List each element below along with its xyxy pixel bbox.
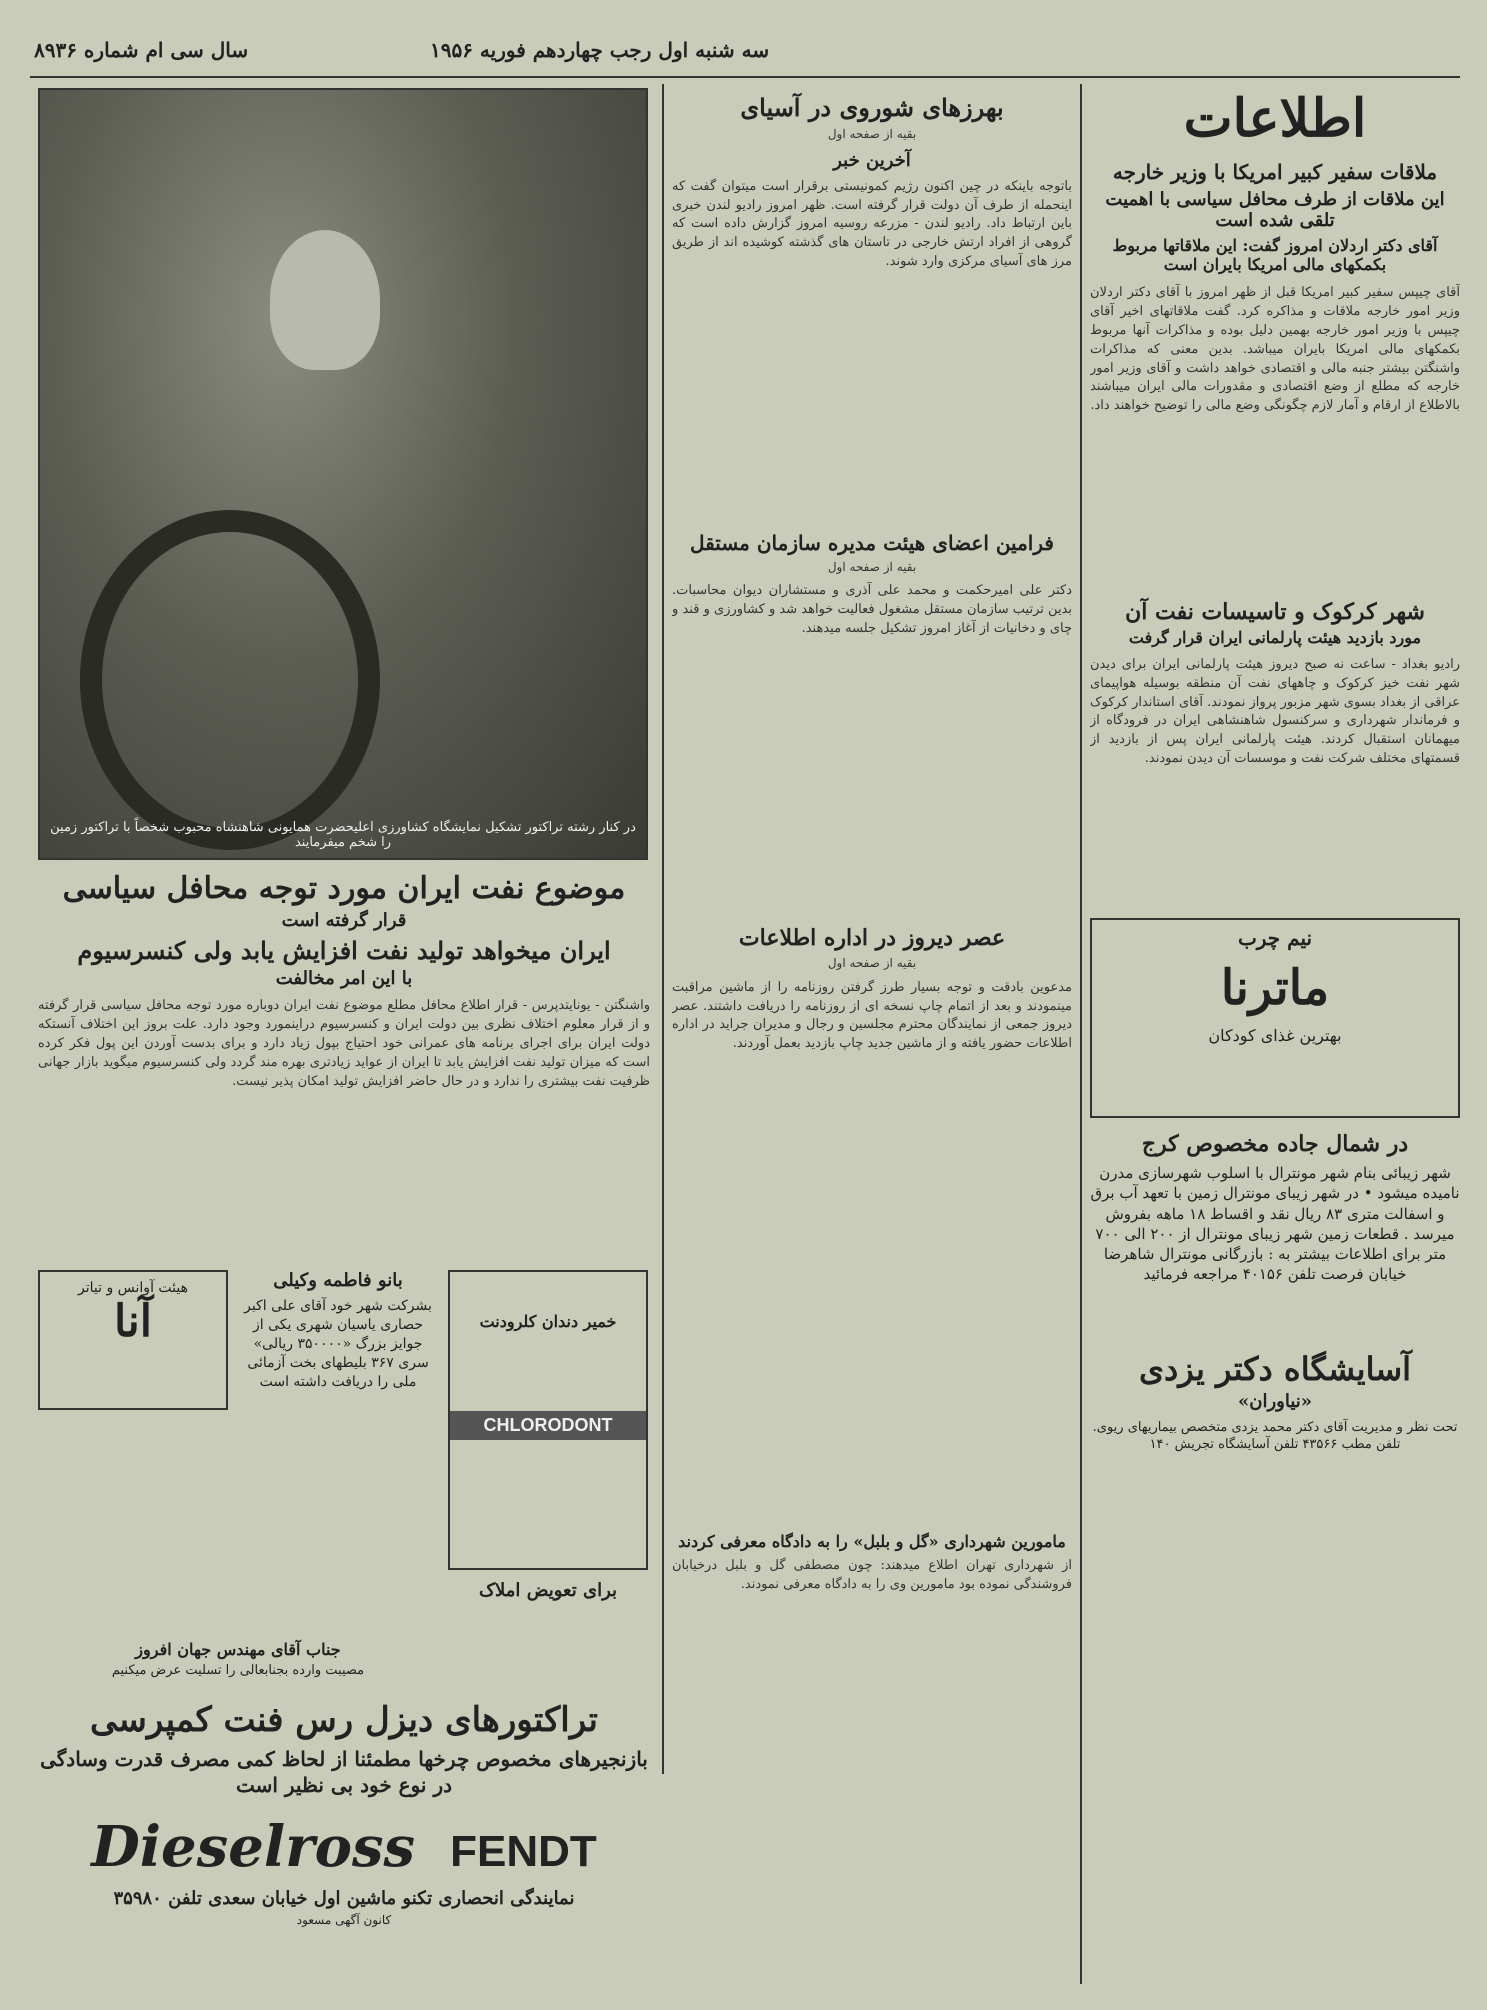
headline-decrees: فرامین اعضای هیئت مدیره سازمان مستقل bbox=[690, 530, 1054, 555]
ad-sanatorium-sub: «نیاوران» bbox=[1237, 1390, 1313, 1412]
column-rule-2 bbox=[662, 84, 664, 1774]
headline-oil-3: با این امر مخالفت bbox=[275, 967, 413, 989]
ad-lottery-body: بشرکت شهر خود آقای علی اکبر حصاری یاسیان شهری یکی از جوایز بزرگ «۳۵۰۰۰۰ ریالی» سری ۳۶۷ بلیطهای بخت آزمائی ملی را دریافت داشته است bbox=[244, 1298, 432, 1390]
ad-fendt-agency: کانون آگهی مسعود bbox=[296, 1913, 392, 1927]
ad-montreal-title: در شمال جاده مخصوص کرج bbox=[1141, 1130, 1409, 1157]
ad-materna-slogan: بهترین غذای کودکان bbox=[1208, 1025, 1342, 1045]
middle-column bbox=[672, 84, 1072, 1595]
ad-chlorodont bbox=[448, 1270, 648, 1570]
issue-number: سال سی ام شماره ۸۹۳۶ bbox=[34, 38, 249, 62]
masthead: اطلاعات bbox=[1183, 88, 1367, 149]
continued-note-2: بقیه از صفحه اول bbox=[827, 559, 917, 574]
ad-montreal-body: شهر زیبائی بنام شهر مونترال با اسلوب شهرسازی مدرن نامیده میشود • در شهر زیبای مونترال زمین با تعهد آب برق و اسفالت متری ۸۳ ریال نقد و اقساط ۱۸ ماهه بفروش میرسد . قطعات زمین شهر زیبای مونترال از ۲۰۰ الی ۷۰۰ متر برای اطلاعات بیشتر به : بازرگانی مونترال شاهرضا خیابان فرصت تلفن ۴۰۱۵۶ مراجعه فرمائید bbox=[1090, 1164, 1460, 1284]
headline-oil-b: قرار گرفته است bbox=[281, 909, 407, 931]
headline-latest-news: آخرین خبر bbox=[833, 149, 911, 171]
headline-soviet: بهرزهای شوروی در آسیای bbox=[740, 93, 1004, 122]
ad-ana bbox=[38, 1270, 228, 1410]
article-kirkuk: رادیو بغداد - ساعت نه صبح دیروز هیئت پارلمانی ایران برای دیدن شهر نفت خیز کرکوک و چاههای نفت آن منطقه بوسیله هواپیمای عراقی از بغداد بسوی شهر مزبور پرواز نمودند. آقای استاندار کرکوک و فرماندار شهرداری و سرکنسول شاهنشاهی ایران در فرودگاه از میهمانان استقبال کردند. هیئت پارلمانی ایران پس از بازدید از قسمتهای مختلف شرکت نفت و موسسات آن دیدن نمودند. bbox=[1090, 656, 1460, 767]
ad-condolence bbox=[38, 1640, 438, 1678]
article-ambassador: آقای چیپس سفیر کبیر امریکا قبل از ظهر امروز با آقای دکتر اردلان وزیر امور خارجه ملاقات و مذاکره کرد. گفت ملاقاتهای اخیر آقای چیپس با وزیر امور خارجه بهمین دلیل بوده و مذاکرات آنها مربوط بکمکهای مالی امریکا بایران میباشد. بدین معنی که مذاکرات واشنگتن بیشتر جنبه مالی و اقتصادی خواهد داشت و آقای وزیر امور خارجه که مطلع از وضع اقتصادی و مقدورات مالی ایران میباشند بالاطلاع از ارقام و آمار لازم چگونگی وضع مالی را توضیح خواهند داد. bbox=[1090, 285, 1460, 414]
continued-note-3: بقیه از صفحه اول bbox=[827, 956, 917, 971]
headline-oil: موضوع نفت ایران مورد توجه محافل سیاسی bbox=[62, 871, 626, 906]
ad-fendt-body: بازنجیرهای مخصوص چرخها مطمئنا از لحاظ کمی مصرف قدرت وسادگی در نوع خود بی نظیر است bbox=[40, 1747, 648, 1797]
column-rule-1 bbox=[1080, 84, 1082, 1984]
ad-fendt-logo: FENDT bbox=[450, 1827, 597, 1876]
ad-property-title: برای تعویض املاک bbox=[478, 1580, 618, 1601]
page-header bbox=[30, 30, 1460, 78]
headline-ettelaat-visit: عصر دیروز در اداره اطلاعات bbox=[738, 925, 1006, 952]
ad-lottery bbox=[238, 1270, 438, 1690]
headline-ardalan: آقای دکتر اردلان امروز گفت: این ملاقاتها مربوط بکمکهای مالی امریکا بایران است bbox=[1112, 236, 1438, 274]
article-gol-bolbol: از شهرداری تهران اطلاع میدهند: چون مصطفی گل و بلبل درخیابان فروشندگی نموده بود مامورین وی را به دادگاه معرفی نمودند. bbox=[672, 1558, 1072, 1592]
ad-sanatorium-title: آسایشگاه دکتر یزدی bbox=[1138, 1350, 1412, 1389]
shah-tractor-photo bbox=[38, 88, 648, 860]
newspaper-page bbox=[30, 30, 1460, 1990]
article-oil: واشنگتن - یونایتدپرس - قرار اطلاع محافل مطلع موضوع نفت ایران دوباره مورد توجه محافل سیاسی قرار گرفته و از قرار معلوم اختلاف نظری بین دولت ایران و کنسرسیوم دراینمورد وجود دارد. علت بروز این اختلاف آنستکه دولت ایران برای اجرای برنامه های عمرانی خود احتیاج بپول زیاد دارد و برای بدست آوردن این پول فکر کرده است که میزان تولید نفت افزایش یابد تا ایران از عواید زیادتری بهره مند گردد ولی کنسرسیوم میگوید بازار جهانی ظرفیت نفت بیشتری را ندارد و در حال حاضر افزایش تولید امکان پذیر نیست. bbox=[38, 998, 650, 1089]
right-column bbox=[1090, 84, 1460, 1454]
ad-ana-brand: آنا bbox=[114, 1296, 152, 1347]
ad-fendt-dealer: نمایندگی انحصاری تکنو ماشین اول خیابان سعدی تلفن ۳۵۹۸۰ bbox=[113, 1888, 575, 1909]
continued-note-1: بقیه از صفحه اول bbox=[827, 126, 917, 141]
article-soviet: باتوجه باینکه در چین اکنون رژیم کمونیستی برقرار است میتوان گفت که اینحمله از طرف آن دولت قرار گرفته است. ظهر امروز رادیو لندن خبری باین ارتباط داد. رادیو لندن - مزرعه روسیه امروز گزارش داده است که گروهی از افراد ارتش خارجی در تاستان های گذشته کوشیده اند از طریق مرز های آسیای مرکزی وارد شوند. bbox=[672, 178, 1072, 270]
article-ettelaat-visit: مدعوین بادقت و توجه بسیار طرز گرفتن روزنامه را از ماشین مراقبت مینمودند و بعد از اتمام چاپ نسخه ای از روزنامه را دریافت داشتند. عصر دیروز جمعی از نمایندگان محترم مجلسین و رجال و مدیران جراید در اداره اطلاعات حضور یافته و از ماشین جدید چاپ بازدید بعمل آوردند. bbox=[672, 979, 1072, 1052]
headline-kirkuk: شهر کرکوک و تاسیسات نفت آن bbox=[1125, 599, 1425, 626]
headline-gol-bolbol: مامورین شهرداری «گل و بلبل» را به دادگاه معرفی کردند bbox=[678, 1531, 1066, 1551]
ad-fendt bbox=[38, 1700, 650, 1990]
ad-property bbox=[448, 1580, 648, 1601]
ad-materna-label: نیم چرب bbox=[1237, 925, 1313, 950]
ad-lottery-name: بانو فاطمه وکیلی bbox=[273, 1270, 403, 1291]
photo-figure bbox=[270, 230, 380, 370]
ad-fendt-title: تراکتورهای دیزل رس فنت کمپرسی bbox=[90, 1700, 598, 1740]
ad-fendt-brands bbox=[38, 1814, 650, 1880]
headline-political: این ملاقات از طرف محافل سیاسی با اهمیت تلقی شده است bbox=[1105, 189, 1445, 231]
left-column bbox=[38, 872, 650, 1297]
ad-condolence-title: جناب آقای مهندس جهان افروز bbox=[135, 1640, 341, 1659]
ad-sanatorium-body: تحت نظر و مدیریت آقای دکتر محمد یزدی متخصص بیماریهای ریوی. تلفن مطب ۴۳۵۶۶ تلفن آسایشگاه تجریش ۱۴۰ bbox=[1092, 1419, 1458, 1453]
issue-date: سه شنبه اول رجب چهاردهم فوریه ۱۹۵۶ bbox=[430, 38, 770, 62]
ad-chlorodont-fa: خمیر دندان کلرودنت bbox=[479, 1312, 617, 1331]
ad-materna-brand: ماترنا bbox=[1220, 959, 1330, 1016]
photo-caption: در کنار رشته تراکتور تشکیل نمایشگاه کشاورزی اعلیحضرت همایونی شاهنشاه محبوب شخصاً با تراکتور زمین را شخم میفرمایند bbox=[50, 820, 636, 850]
photo-tractor-wheel bbox=[80, 510, 380, 850]
subheadline-kirkuk: مورد بازدید هیئت پارلمانی ایران قرار گرفت bbox=[1128, 628, 1422, 648]
ad-chlorodont-en: CHLORODONT bbox=[450, 1411, 646, 1440]
headline-oil-2: ایران میخواهد تولید نفت افزایش یابد ولی کنسرسیوم bbox=[77, 936, 611, 966]
ad-ana-label: هیئت آوانس و تیاتر bbox=[78, 1280, 188, 1296]
ad-condolence-body: مصیبت وارده بجنابعالی را تسلیت عرض میکنیم bbox=[111, 1663, 365, 1678]
article-decrees: دکتر علی امیرحکمت و محمد علی آذری و مستشاران دیوان محاسبات. بدین ترتیب سازمان مستقل مشغول فعالیت خواهد شد و کشاورزی و قند و چای و دخانیات از آغاز امروز تشکیل جلسه میدهند. bbox=[672, 583, 1072, 636]
ad-fendt-dieselross: Dieselross bbox=[91, 1814, 416, 1880]
ad-materna bbox=[1090, 918, 1460, 1118]
headline-ambassador: ملاقات سفیر کبیر امریکا با وزیر خارجه bbox=[1112, 160, 1438, 184]
